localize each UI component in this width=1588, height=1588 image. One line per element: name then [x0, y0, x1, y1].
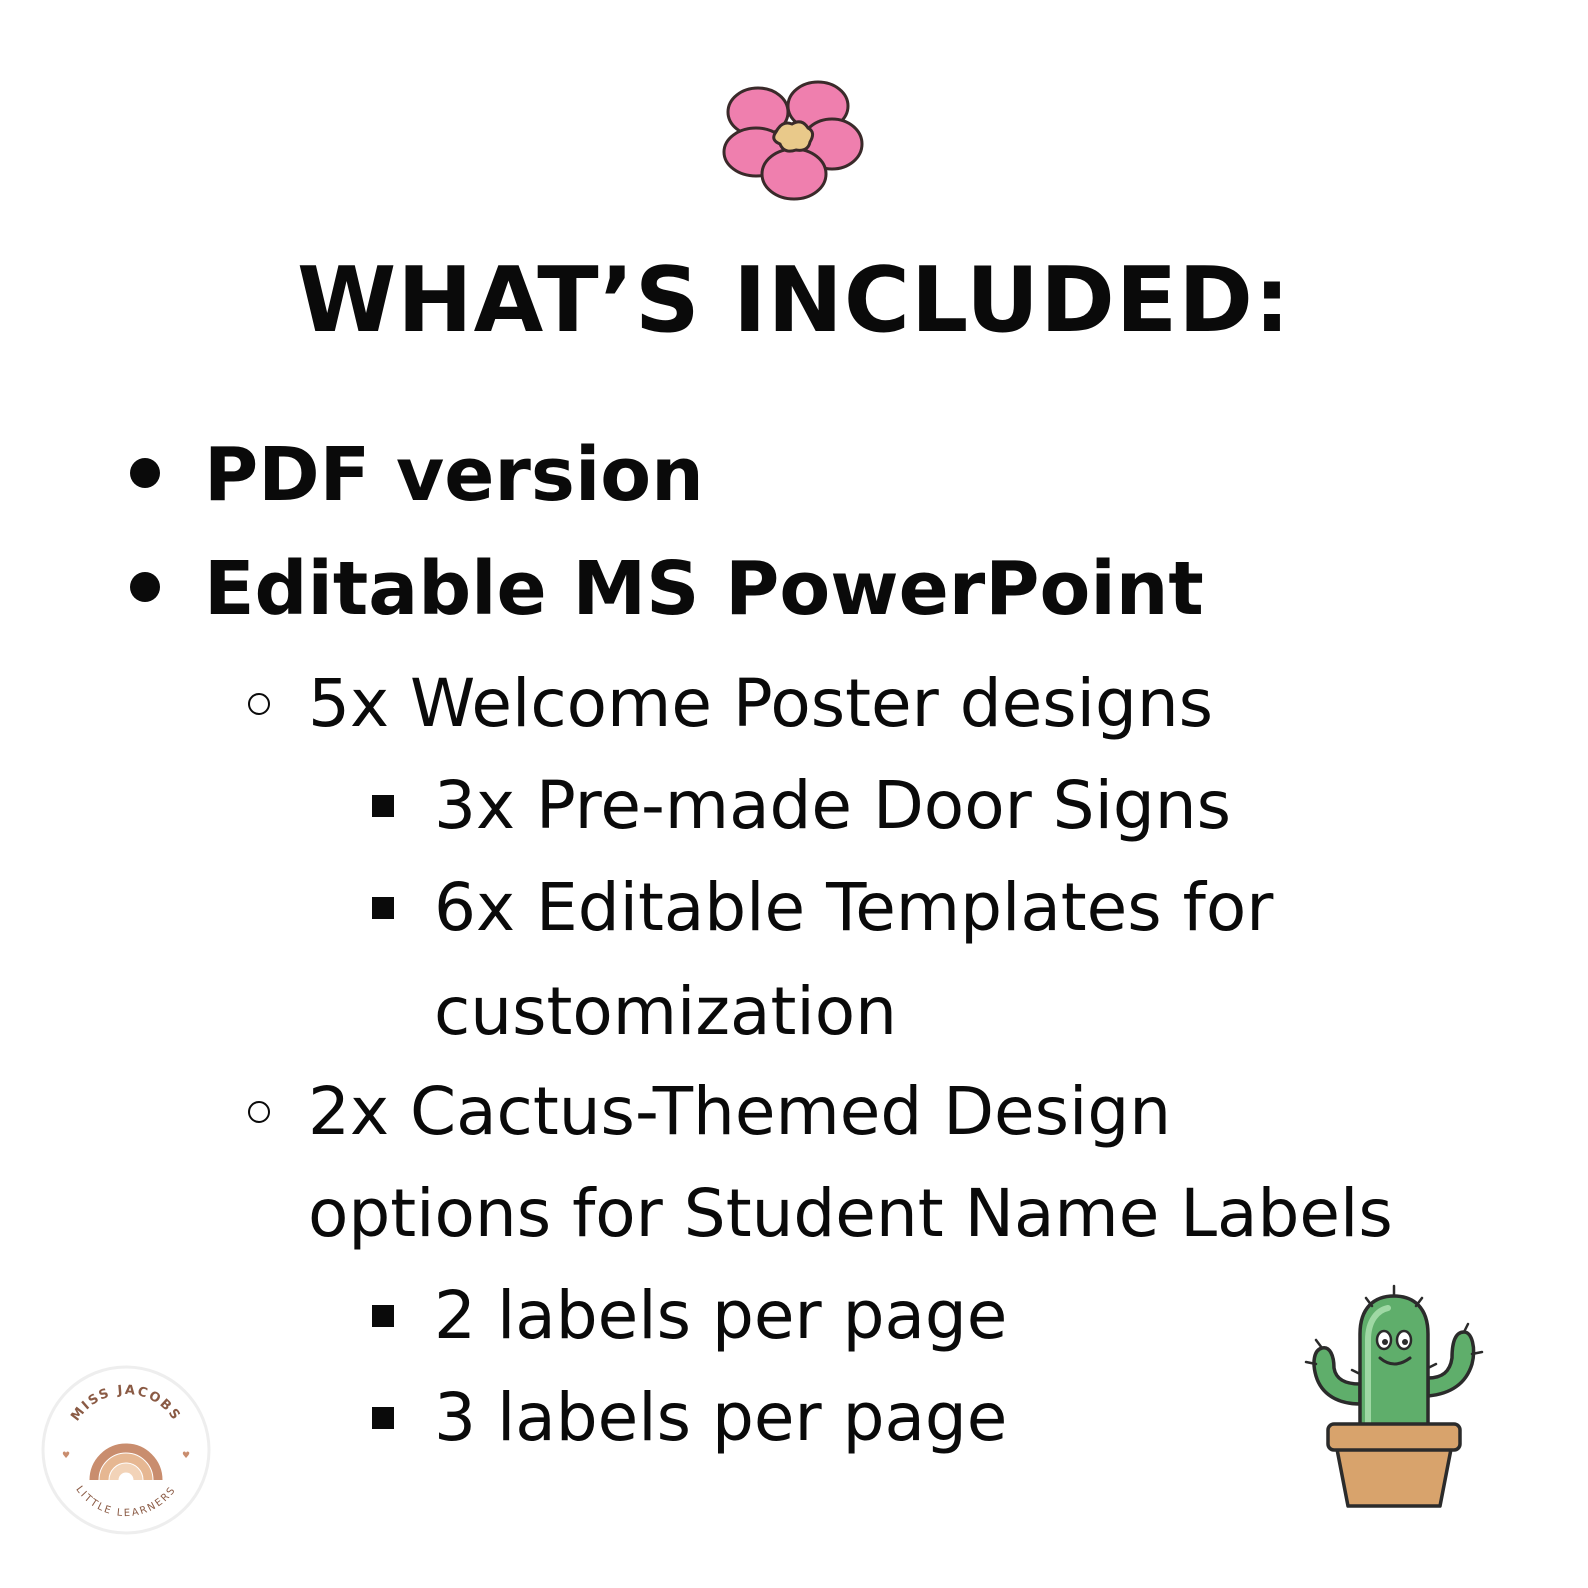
list-item-templates: [372, 858, 1273, 958]
bullet-disc-icon: [130, 458, 160, 488]
rainbow-logo: [40, 1364, 212, 1536]
list-item-continuation: customization: [434, 973, 897, 1050]
list-item-label: 2 labels per page: [434, 1277, 1008, 1354]
page-title: WHAT’S INCLUDED:: [297, 248, 1291, 353]
cactus-icon: [1300, 1284, 1490, 1516]
list-item-label: 5x Welcome Poster designs: [308, 665, 1214, 742]
list-item-label: 6x Editable Templates for: [434, 869, 1274, 946]
svg-text:♥: ♥: [62, 1451, 71, 1461]
bullet-disc-icon: [130, 572, 160, 602]
bullet-circle-icon: [248, 1101, 270, 1123]
list-item-label: Editable MS PowerPoint: [204, 546, 1204, 632]
logo-top-text: MISS JACOBS: [68, 1382, 184, 1425]
flower-icon: [712, 74, 872, 204]
list-item-label: PDF version: [204, 432, 704, 518]
bullet-circle-icon: [248, 693, 270, 715]
logo-bottom-text: LITTLE LEARNERS: [73, 1484, 179, 1520]
list-item-door-signs: [372, 756, 1231, 856]
svg-text:♥: ♥: [182, 1451, 191, 1461]
bullet-square-icon: [372, 1305, 394, 1327]
list-item-pdf: [130, 430, 704, 520]
list-item-label: 2x Cactus-Themed Design: [308, 1073, 1172, 1150]
list-item-powerpoint: [130, 544, 1204, 634]
bullet-square-icon: [372, 1407, 394, 1429]
list-item-labels-2: [372, 1266, 1007, 1366]
bullet-square-icon: [372, 897, 394, 919]
list-item-label: 3x Pre-made Door Signs: [434, 767, 1232, 844]
list-item-cactus-designs: [248, 1062, 1171, 1162]
list-item-labels-3: [372, 1368, 1007, 1468]
list-item-continuation: options for Student Name Labels: [308, 1175, 1393, 1252]
list-item-label: 3 labels per page: [434, 1379, 1008, 1456]
bullet-square-icon: [372, 795, 394, 817]
list-item-welcome-posters: [248, 654, 1213, 754]
